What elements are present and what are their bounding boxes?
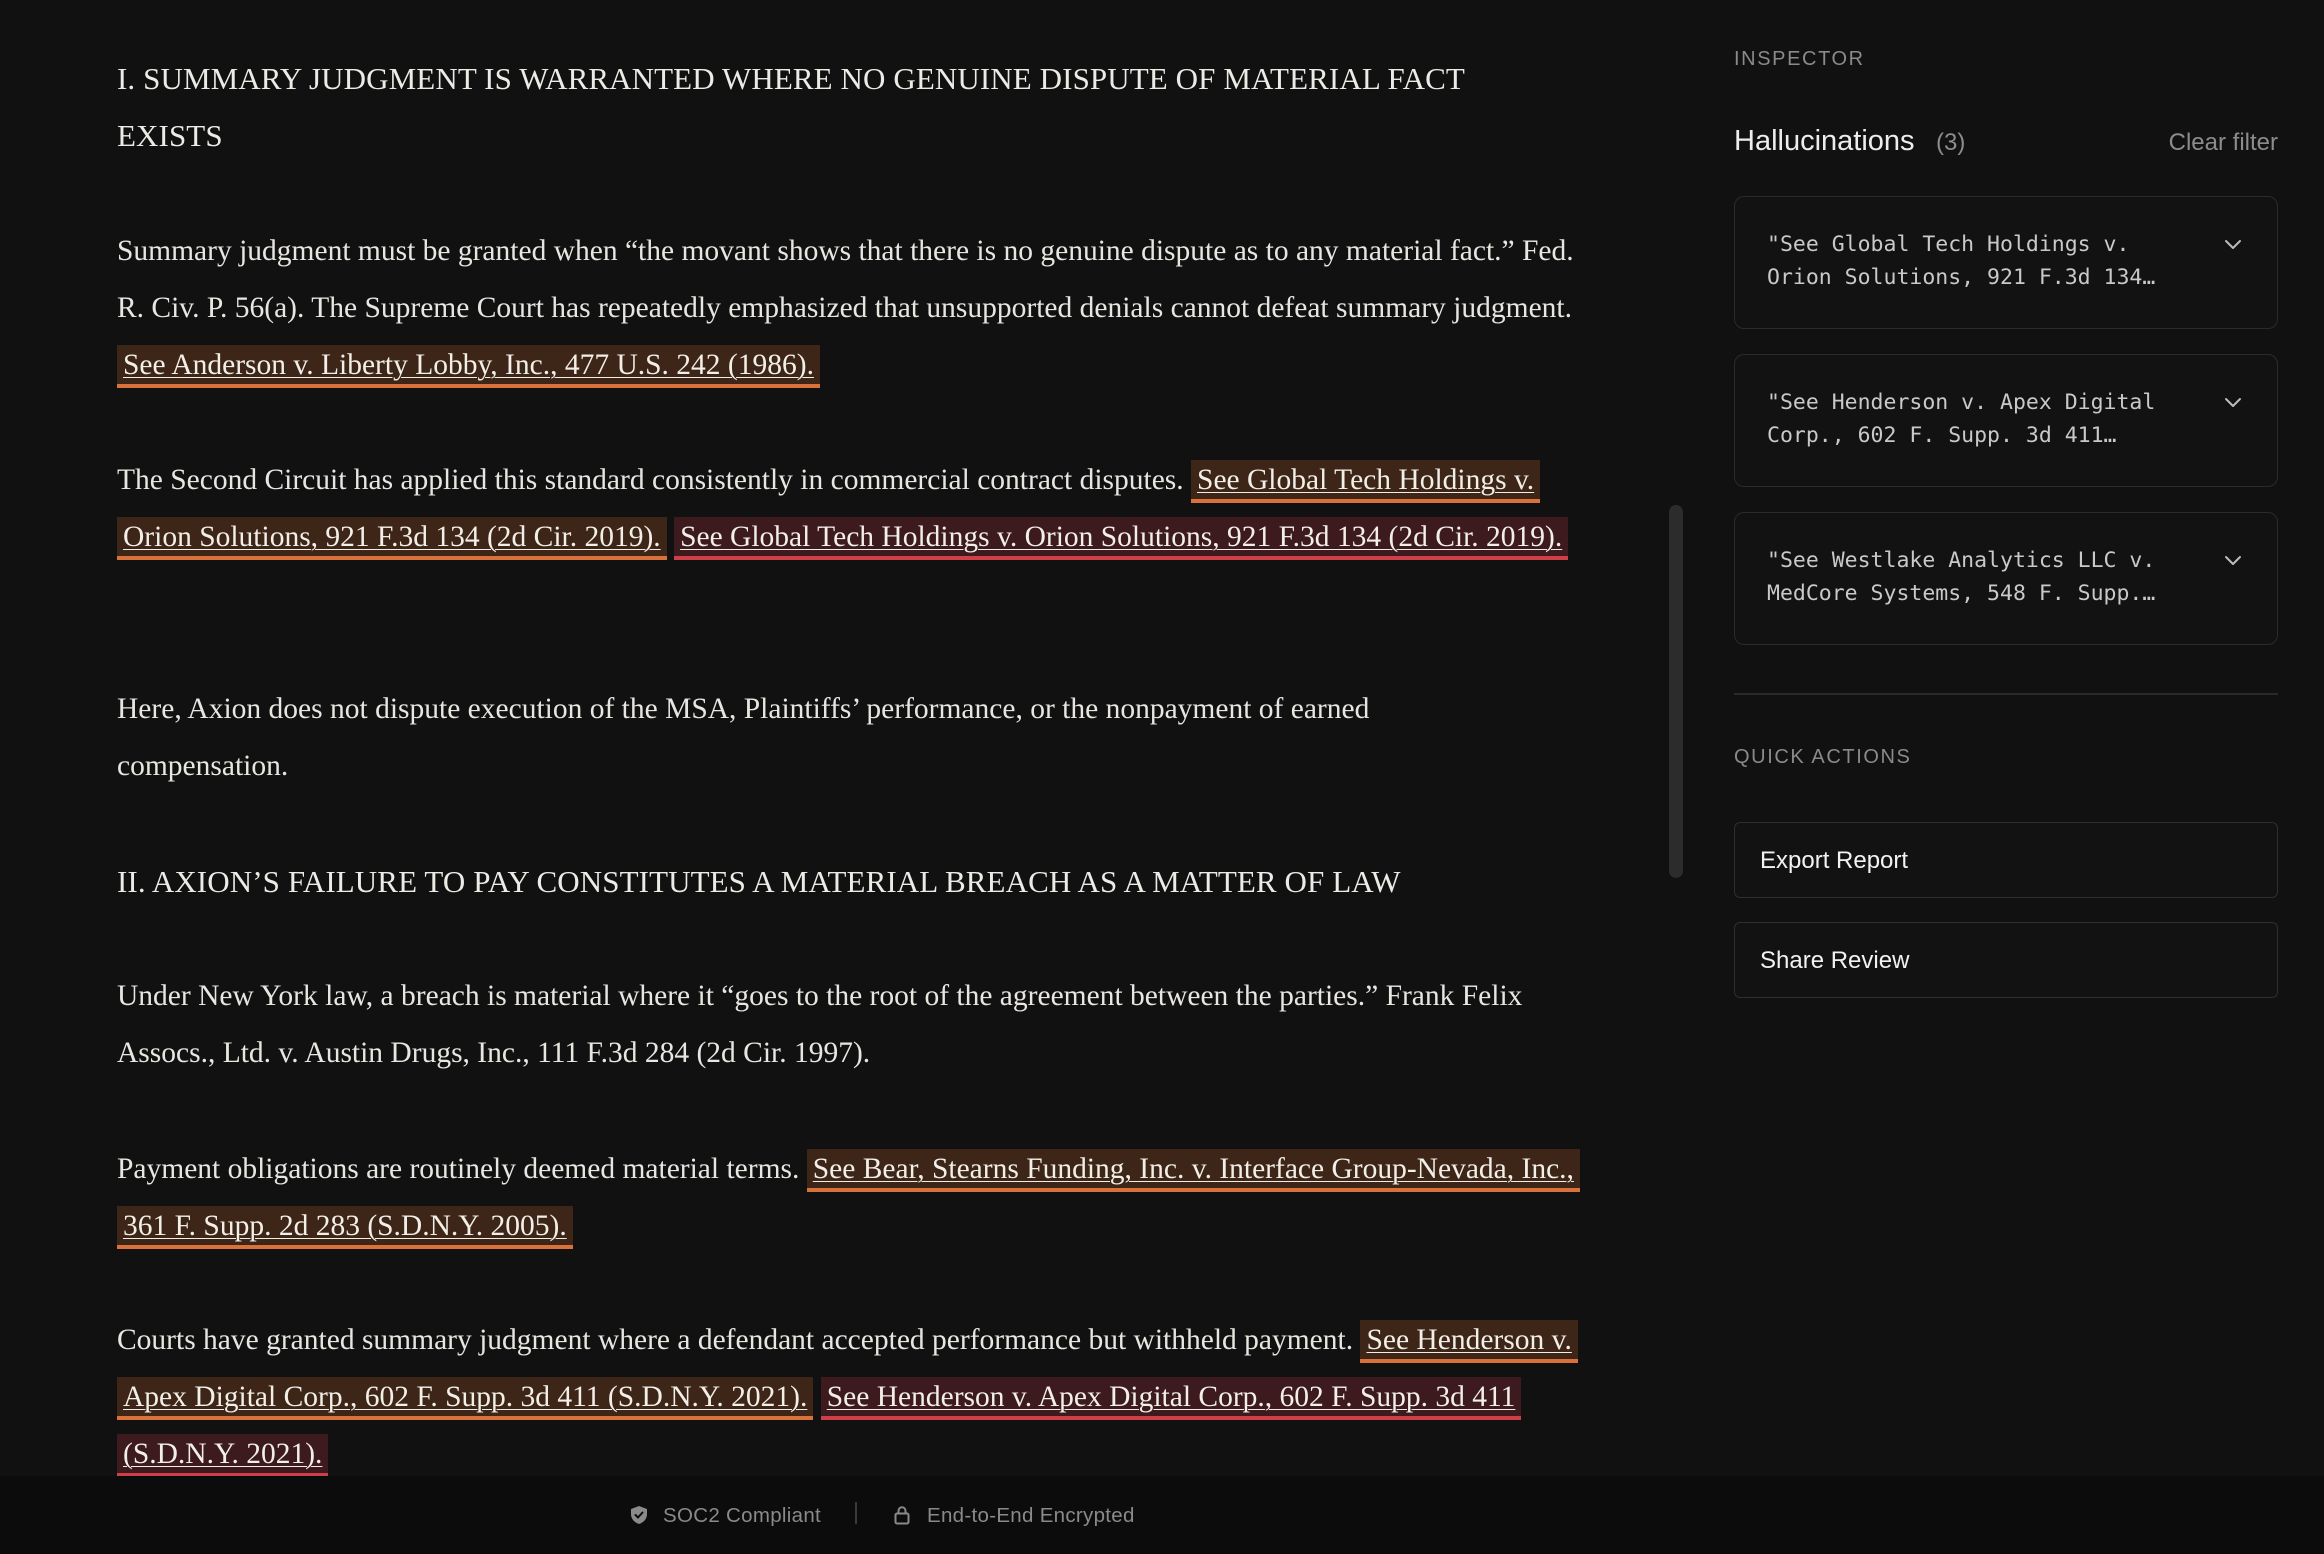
hallucination-card[interactable] — [1734, 512, 2278, 645]
footer-bar — [0, 1476, 2324, 1554]
paragraph-4: Under New York law, a breach is material where it “goes to the root of the agreement between the parties.” Frank Felix Assocs., Ltd. v. Austin Drugs, Inc., 111 F.3d 284 (2d Cir. 1997). — [117, 980, 1523, 1069]
inspector-label: INSPECTOR — [1734, 48, 1865, 70]
section-heading-2: II. AXION’S FAILURE TO PAY CONSTITUTES A MATERIAL BREACH AS A MATTER OF LAW — [117, 864, 1401, 899]
shield-check-icon — [628, 1504, 650, 1526]
hallucination-card-text: "See Global Tech Holdings v. Orion Solutions, 921 F.3d 134… — [1767, 232, 2156, 290]
clear-filter-link[interactable]: Clear filter — [2168, 129, 2278, 156]
hallucination-card[interactable] — [1734, 354, 2278, 487]
section-heading-1: I. SUMMARY JUDGMENT IS WARRANTED WHERE NO GENUINE DISPUTE OF MATERIAL FACT EXISTS — [117, 61, 1465, 153]
citation-highlight[interactable]: See Global Tech Holdings v. Orion Solutions, 921 F.3d 134 (2d Cir. 2019). — [117, 460, 1540, 560]
section-divider — [1734, 693, 2278, 695]
chevron-down-icon[interactable] — [2223, 551, 2243, 571]
export-report-button[interactable] — [1734, 822, 2278, 898]
hallucination-card-text: "See Henderson v. Apex Digital Corp., 602 F. Supp. 3d 411… — [1767, 390, 2169, 448]
hallucinations-title: Hallucinations — [1734, 125, 1915, 157]
citation-highlight[interactable]: See Henderson v. Apex Digital Corp., 602 F. Supp. 3d 411 (S.D.N.Y. 2021). — [117, 1320, 1578, 1420]
share-review-label: Share Review — [1760, 947, 1910, 974]
hallucinations-count: (3) — [1936, 129, 1966, 156]
paragraph-text: Payment obligations are routinely deemed material terms. — [117, 1153, 807, 1185]
soc2-compliant-label: SOC2 Compliant — [663, 1504, 822, 1527]
lock-icon — [891, 1504, 913, 1526]
paragraph-5 — [117, 1141, 1577, 1255]
paragraph-1 — [117, 223, 1577, 394]
hallucination-card-text: "See Westlake Analytics LLC v. MedCore Systems, 548 F. Supp.… — [1767, 548, 2169, 606]
paragraph-6 — [117, 1312, 1577, 1476]
footer-separator — [855, 1502, 857, 1524]
citation-highlight[interactable]: See Anderson v. Liberty Lobby, Inc., 477 U.S. 242 (1986). — [117, 345, 820, 388]
paragraph-text: The Second Circuit has applied this standard consistently in commercial contract disputes. — [117, 464, 1192, 496]
encrypted-label: End-to-End Encrypted — [927, 1504, 1135, 1527]
chevron-down-icon[interactable] — [2223, 393, 2243, 413]
hallucinations-header — [1734, 125, 2278, 165]
export-report-label: Export Report — [1760, 847, 1909, 874]
paragraph-text: Courts have granted summary judgment where a defendant accepted performance but withheld payment. — [117, 1324, 1361, 1356]
hallucination-highlight[interactable]: See Global Tech Holdings v. Orion Solutions, 921 F.3d 134 (2d Cir. 2019). — [674, 517, 1568, 560]
paragraph-3: Here, Axion does not dispute execution of the MSA, Plaintiffs’ performance, or the nonpayment of earned compensation. — [117, 693, 1370, 782]
inspector-panel — [1734, 0, 2278, 1476]
paragraph-2 — [117, 452, 1577, 566]
hallucination-card[interactable] — [1734, 196, 2278, 329]
scrollbar-thumb[interactable] — [1669, 505, 1683, 878]
chevron-down-icon[interactable] — [2223, 235, 2243, 255]
paragraph-text: Summary judgment must be granted when “the movant shows that there is no genuine dispute as to any material fact.” Fed. R. Civ. P. 56(a). The Supreme Court has repeatedly emphasized that unsupported denials cannot defeat summary judgment. — [117, 235, 1574, 324]
share-review-button[interactable] — [1734, 922, 2278, 998]
quick-actions-label: QUICK ACTIONS — [1734, 746, 1912, 768]
hallucination-highlight[interactable]: See Henderson v. Apex Digital Corp., 602 F. Supp. 3d 411 (S.D.N.Y. 2021). — [117, 1377, 1521, 1476]
citation-highlight[interactable]: See Bear, Stearns Funding, Inc. v. Interface Group-Nevada, Inc., 361 F. Supp. 2d 283 (S.D.N.Y. 2005). — [117, 1149, 1580, 1249]
